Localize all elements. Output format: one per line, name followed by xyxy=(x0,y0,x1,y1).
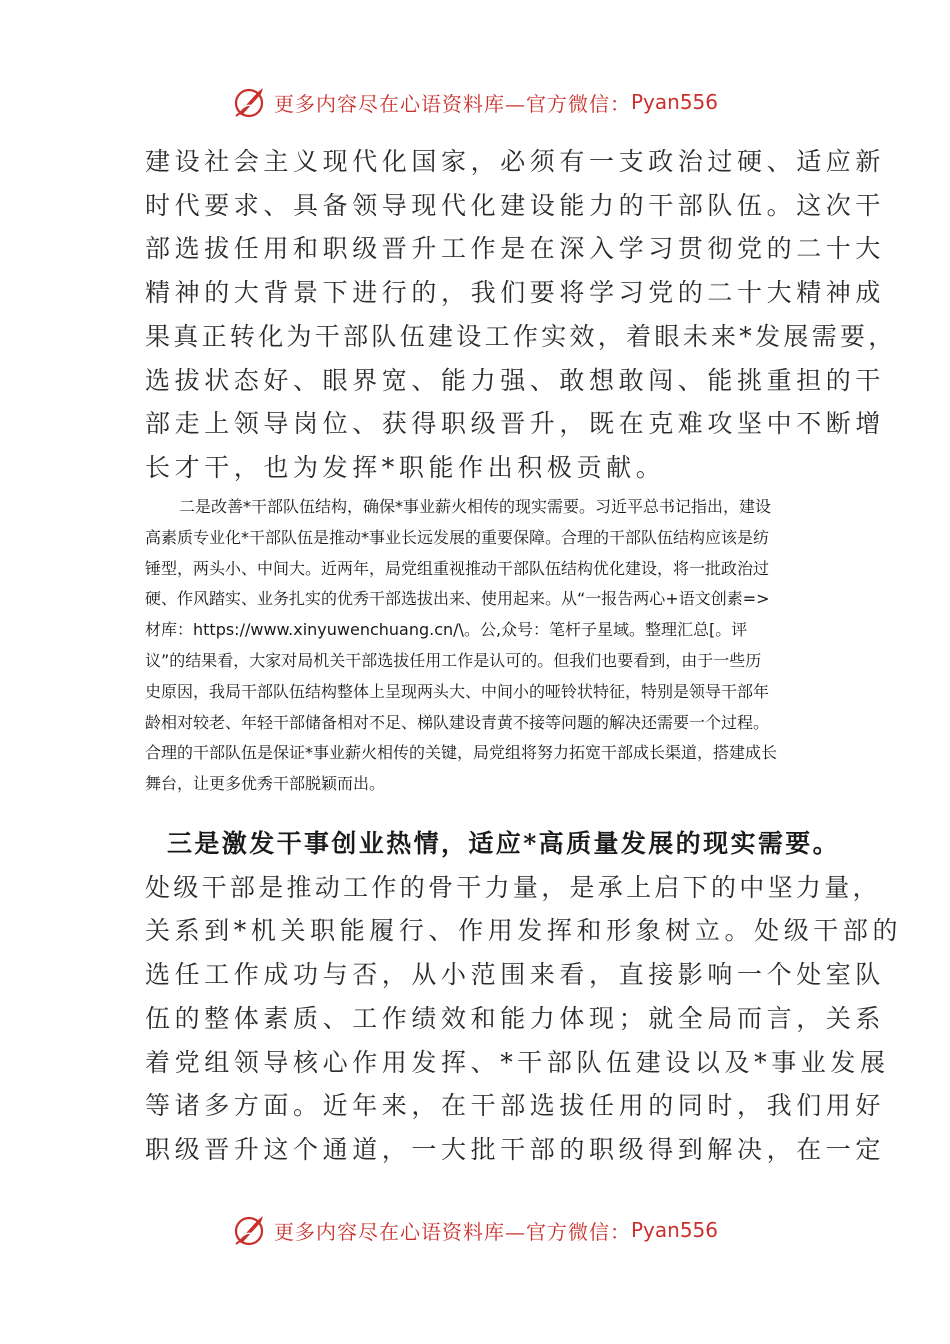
paragraph-3-line: 关系到*机关职能履行、作用发挥和形象树立。处级干部的 xyxy=(145,916,903,946)
paragraph-2-line: 舞台，让更多优秀干部脱颖而出。 xyxy=(145,774,386,794)
quill-logo-icon xyxy=(232,1212,268,1248)
paragraph-1-line: 精神的大背景下进行的，我们要将学习党的二十大精神成 xyxy=(145,278,886,308)
header-banner-id: Pyan556 xyxy=(630,90,718,114)
paragraph-3-line: 伍的整体素质、工作绩效和能力体现；就全局而言，关系 xyxy=(145,1003,886,1033)
paragraph-3-line: 选任工作成功与否，从小范围来看，直接影响一个处室队 xyxy=(145,960,886,990)
paragraph-2-line: 议”的结果看，大家对局机关干部选拔任用工作是认可的。但我们也要看到，由于一些历 xyxy=(145,650,762,670)
paragraph-2-line: 龄相对较老、年轻干部储备相对不足、梯队建设青黄不接等问题的解决还需要一个过程。 xyxy=(145,712,770,732)
paragraph-3-heading: 三是激发干事创业热情，适应*高质量发展的现实需要。 xyxy=(167,829,841,858)
paragraph-1-line: 部走上领导岗位、获得职级晋升，既在克难攻坚中不断增 xyxy=(145,409,886,439)
paragraph-2-line: 史原因，我局干部队伍结构整体上呈现两头大、中间小的哑铃状特征，特别是领导干部年 xyxy=(145,681,770,701)
footer-banner xyxy=(0,1210,950,1250)
paragraph-3-line: 职级晋升这个通道，一大批干部的职级得到解决，在一定 xyxy=(145,1134,886,1164)
paragraph-3 xyxy=(145,822,903,1172)
paragraph-2-line: 合理的干部队伍是保证*事业薪火相传的关键，局党组将努力拓宽干部成长渠道，搭建成长 xyxy=(145,743,778,763)
paragraph-1-line: 选拔状态好、眼界宽、能力强、敢想敢闯、能挑重担的干 xyxy=(145,365,886,395)
paragraph-1-line: 建设社会主义现代化国家，必须有一支政治过硬、适应新 xyxy=(145,147,886,176)
paragraph-2-line: 锤型，两头小、中间大。近两年，局党组重视推动干部队伍结构优化建设，将一批政治过 xyxy=(145,558,770,578)
paragraph-2-line: 硬、作风踏实、业务扎实的优秀干部选拔出来、使用起来。从“一报告两心+语文创素=> xyxy=(145,589,770,609)
header-banner xyxy=(0,82,950,122)
paragraph-1-line: 果真正转化为干部队伍建设工作实效，着眼未来*发展需要， xyxy=(145,321,897,351)
footer-banner-text: 更多内容尽在心语资料库—官方微信： xyxy=(273,1219,631,1244)
paragraph-2-line: 材库：https://www.xinyuwenchuang.cn/\。公,众号：笔杆子星域。整理汇总[。评 xyxy=(145,620,748,640)
paragraph-2-line: 高素质专业化*干部队伍是推动*事业长远发展的重要保障。合理的干部队伍结构应该是纺 xyxy=(145,527,770,547)
quill-logo-icon xyxy=(232,84,268,120)
paragraph-3-line: 处级干部是推动工作的骨干力量，是承上启下的中坚力量， xyxy=(145,872,881,902)
header-banner-text: 更多内容尽在心语资料库—官方微信： xyxy=(273,91,631,116)
paragraph-1-line: 部选拔任用和职级晋升工作是在深入学习贯彻党的二十大 xyxy=(145,234,886,264)
paragraph-1-line: 时代要求、具备领导现代化建设能力的干部队伍。这次干 xyxy=(145,190,886,220)
paragraph-3-line: 等诸多方面。近年来，在干部选拔任用的同时，我们用好 xyxy=(145,1091,886,1121)
paragraph-2-line: 二是改善*干部队伍结构，确保*事业薪火相传的现实需要。习近平总书记指出，建设 xyxy=(179,497,772,516)
paragraph-1 xyxy=(145,140,897,490)
paragraph-1-line: 长才干，也为发挥*职能作出积极贡献。 xyxy=(145,452,666,482)
footer-banner-id: Pyan556 xyxy=(630,1218,718,1242)
paragraph-2 xyxy=(145,492,810,800)
paragraph-3-line: 着党组领导核心作用发挥、*干部队伍建设以及*事业发展 xyxy=(145,1047,890,1077)
